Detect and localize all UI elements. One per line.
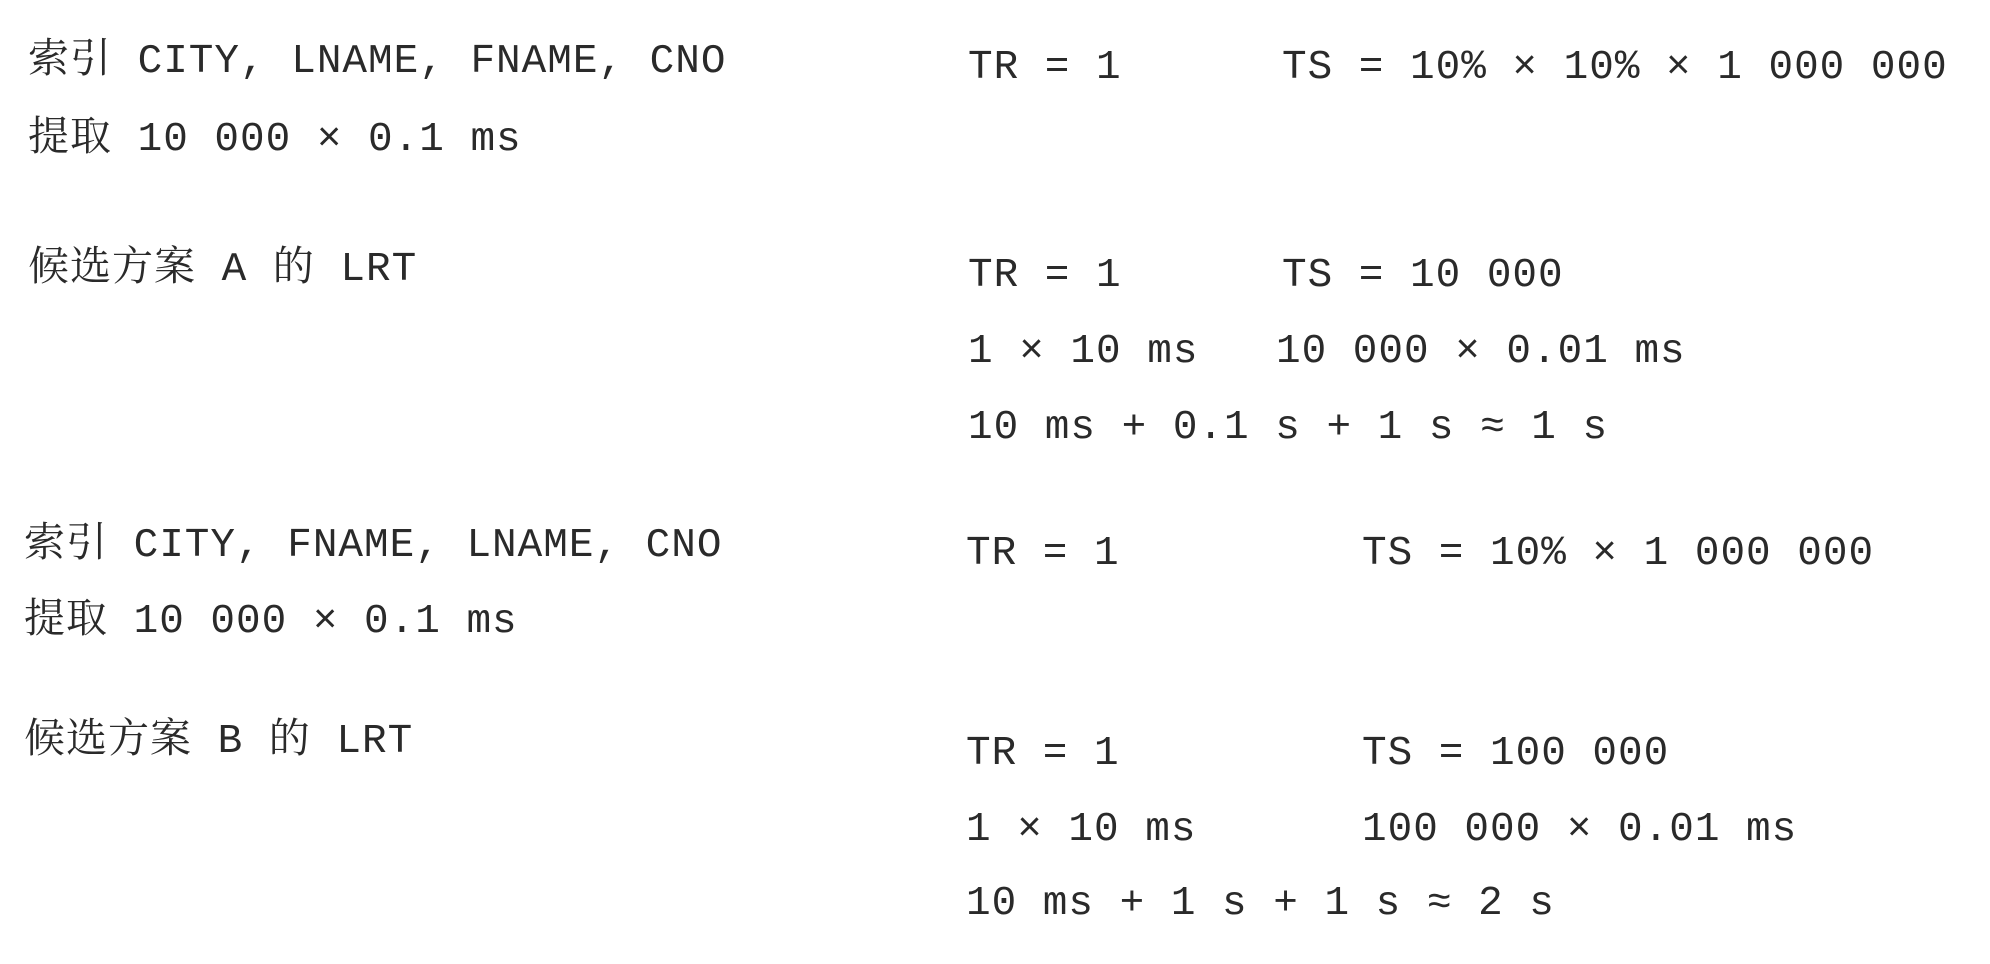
lrt-b-ts-time: 100 000 × 0.01 ms — [1362, 807, 1798, 853]
lrt-b-total: 10 ms + 1 s + 1 s ≈ 2 s — [966, 881, 1555, 927]
index-2-fetch: 提取 10 000 × 0.1 ms — [24, 599, 518, 645]
index-1-ts: TS = 10% × 10% × 1 000 000 — [1282, 45, 1948, 91]
index-1-tr: TR = 1 — [968, 45, 1122, 91]
index-2-tr: TR = 1 — [966, 531, 1120, 577]
lrt-a-total: 10 ms + 0.1 s + 1 s ≈ 1 s — [968, 405, 1609, 451]
lrt-a-label: 候选方案 A 的 LRT — [28, 247, 418, 293]
index-1-label: 索引 CITY, LNAME, FNAME, CNO — [28, 39, 727, 85]
lrt-b-tr-time: 1 × 10 ms — [966, 807, 1197, 853]
index-1-fetch: 提取 10 000 × 0.1 ms — [28, 117, 522, 163]
lrt-a-tr: TR = 1 — [968, 253, 1122, 299]
lrt-a-ts-time: 10 000 × 0.01 ms — [1276, 329, 1686, 375]
index-2-label: 索引 CITY, FNAME, LNAME, CNO — [24, 523, 723, 569]
lrt-a-ts: TS = 10 000 — [1282, 253, 1564, 299]
lrt-b-label: 候选方案 B 的 LRT — [24, 719, 414, 765]
lrt-b-ts: TS = 100 000 — [1362, 731, 1670, 777]
lrt-b-tr: TR = 1 — [966, 731, 1120, 777]
lrt-a-tr-time: 1 × 10 ms — [968, 329, 1199, 375]
index-2-ts: TS = 10% × 1 000 000 — [1362, 531, 1875, 577]
